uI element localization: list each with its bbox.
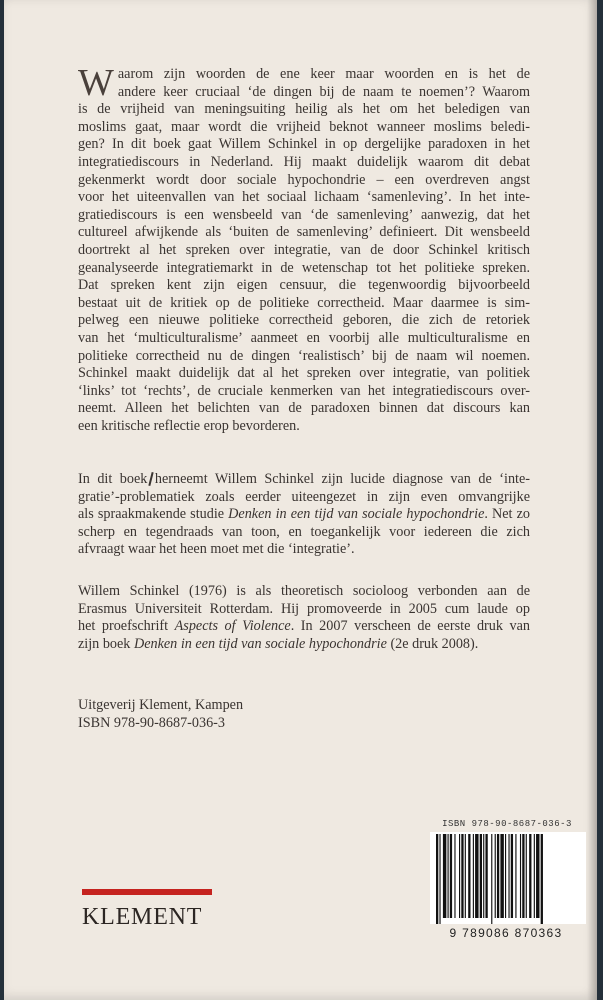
book-back-cover bbox=[4, 0, 597, 1000]
bio-text: het proefschrift bbox=[78, 618, 175, 635]
barcode-bar bbox=[454, 834, 455, 918]
publisher-logo: KLEMENT bbox=[82, 904, 203, 930]
barcode-bar bbox=[505, 834, 506, 918]
blurb-paragraph-2 bbox=[78, 471, 530, 559]
barcode-bar bbox=[508, 834, 509, 918]
barcode-bar bbox=[461, 834, 463, 918]
blurb-line: geanalyseerde integratiemarkt in de wetenschap tot het politieke spreken. bbox=[78, 259, 530, 276]
blurb-line: Schinkel maakt duidelijk dat al het spreken over integratie, van politiek bbox=[78, 365, 530, 382]
barcode-bar bbox=[534, 834, 535, 918]
barcode-bar bbox=[468, 834, 470, 918]
barcode-bar bbox=[522, 834, 524, 918]
barcode-bar bbox=[520, 834, 521, 918]
bio-line bbox=[78, 618, 530, 636]
blurb-text: . Net zo bbox=[484, 506, 530, 523]
blurb-line: gratiediscours is een wensbeeld van ‘de samenleving’ aanwezig, dat het bbox=[78, 206, 530, 223]
barcode-bar bbox=[483, 834, 484, 918]
barcode-bar bbox=[475, 834, 478, 918]
bio-text: (2e druk 2008). bbox=[386, 635, 479, 652]
barcode-digits: 9 789086 870363 bbox=[449, 926, 563, 940]
blurb-line: In dit boek herneemt Willem Schinkel zijn lucide diagnose van de ‘inte- bbox=[78, 471, 530, 487]
book-title-italic: Denken in een tijd van sociale hypochondrie bbox=[228, 506, 485, 523]
blurb-line: scherp en tegendraads van toon, en toegankelijk voor iedereen die zich bbox=[78, 523, 530, 540]
thesis-title-italic: Aspects of Violence bbox=[174, 618, 291, 635]
blurb-line: gratie’-problematiek zoals eerder uiteengezet in zijn even omvangrijke bbox=[78, 488, 530, 505]
blurb-line: bestaat uit de kritiek op de politieke correctheid. Maar daarmee is sim- bbox=[78, 294, 530, 311]
blurb-text: als spraakmakende studie bbox=[78, 506, 229, 523]
barcode-bar bbox=[439, 834, 440, 924]
blurb-line: neemt. Alleen het belichten van de paradoxen binnen dat discours kan bbox=[78, 400, 530, 417]
page-edge-shadow bbox=[587, 0, 597, 1000]
blurb-line: politieke correctheid nu de dingen ‘realistisch’ bij de naam wil noemen. bbox=[78, 347, 530, 364]
blurb-line: pelweg een nieuwe politieke correctheid geboren, die zich de retoriek bbox=[78, 312, 530, 329]
barcode-isbn-label: ISBN 978-90-8687-036-3 bbox=[442, 819, 572, 829]
blurb-line: andere keer cruciaal ‘de dingen bij de naam te noemen’? Waarom bbox=[117, 83, 530, 100]
blurb-line: gekenmerkt wordt door sociale hypochondrie – een overdreven angst bbox=[78, 171, 530, 188]
bio-line: Erasmus Universiteit Rotterdam. Hij promoveerde in 2005 cum laude op bbox=[78, 600, 530, 617]
drop-cap-letter: W bbox=[78, 62, 114, 104]
blurb-line: cultureel afwijkende als ‘buiten de samenleving’ definieert. Dit wensbeeld bbox=[78, 224, 530, 241]
blurb-line: een kritische reflectie erop bevorderen. bbox=[78, 417, 300, 434]
isbn-line: ISBN 978-90-8687-036-3 bbox=[78, 714, 225, 731]
blurb-paragraph-1 bbox=[78, 62, 530, 435]
barcode-bar bbox=[491, 834, 492, 924]
barcode-bar bbox=[450, 834, 452, 918]
blurb-line bbox=[78, 506, 530, 524]
barcode-bar bbox=[526, 834, 527, 918]
barcode-bar bbox=[465, 834, 466, 918]
barcode bbox=[430, 832, 586, 924]
barcode-bar bbox=[541, 834, 543, 924]
barcode-bar bbox=[480, 834, 482, 918]
blurb-line: aarom zijn woorden de ene keer maar woorden en is het de bbox=[117, 66, 530, 82]
barcode-bar bbox=[436, 834, 438, 924]
barcode-bar bbox=[448, 834, 449, 918]
barcode-bar bbox=[459, 834, 460, 918]
blurb-line: van het ‘multiculturalisme’ aanmeet en voorbij alle multiculturalisme en bbox=[78, 329, 530, 346]
author-bio bbox=[78, 583, 530, 653]
barcode-bar bbox=[497, 834, 499, 918]
blurb-line: voor het uiteenvallen van het sociaal lichaam ‘samenleving’. In het inte- bbox=[78, 189, 530, 206]
barcode-bar bbox=[485, 834, 487, 918]
blurb-line: is de vrijheid van meningsuiting heilig als het om het beledigen van bbox=[78, 101, 530, 118]
barcode-bar bbox=[473, 834, 474, 918]
blurb-line: gen? In dit boek gaat Willem Schinkel in op dergelijke paradoxen in het bbox=[78, 136, 530, 153]
publisher-name: Uitgeverij Klement, Kampen bbox=[78, 697, 244, 713]
blurb-line: doortrekt al het spreken over integratie, van de door Schinkel kritisch bbox=[78, 241, 530, 258]
publisher-info bbox=[78, 697, 530, 732]
barcode-bar bbox=[529, 834, 531, 918]
barcode-bar bbox=[443, 834, 446, 918]
barcode-bars bbox=[430, 832, 586, 924]
publisher-logo-rule bbox=[82, 889, 212, 895]
blurb-line: integratiediscours in Nederland. Hij maakt duidelijk waarom dit debat bbox=[78, 153, 530, 170]
blurb-line: afvraagt waar het heen moet met die ‘integratie’. bbox=[78, 541, 355, 558]
bio-text: . In 2007 verscheen de eerste druk van bbox=[290, 618, 530, 635]
blurb-line: Dat spreken kent zijn eigen censuur, die tegenwoordig bijvoorbeeld bbox=[78, 277, 530, 294]
bio-text: zijn boek bbox=[78, 635, 134, 652]
barcode-bar bbox=[515, 834, 516, 918]
barcode-bar bbox=[536, 834, 539, 918]
barcode-bar bbox=[495, 834, 496, 918]
blurb-line: moslims gaat, maar wordt die vrijheid beknot wanneer moslims beledi- bbox=[78, 118, 530, 135]
barcode-bar bbox=[500, 834, 503, 918]
book-title-italic: Denken in een tijd van sociale hypochondrie bbox=[133, 635, 387, 652]
blurb-line: ‘links’ tot ‘rechts’, de cruciale kenmerken van het integratiediscours over- bbox=[78, 382, 530, 399]
barcode-bar bbox=[511, 834, 513, 918]
bio-line bbox=[78, 636, 530, 654]
bio-line: Willem Schinkel (1976) is als theoretisch socioloog verbonden aan de bbox=[78, 583, 530, 599]
